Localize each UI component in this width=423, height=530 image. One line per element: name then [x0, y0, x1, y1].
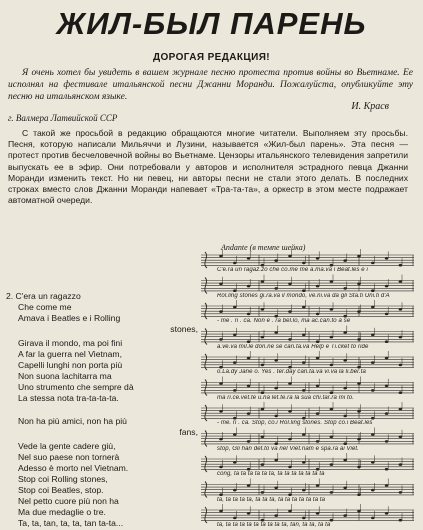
- score-lyric-line: ta, ta ta ta ta, ta ta ta, ta ta ta ta ta ta ta: [217, 496, 326, 503]
- note-head: [371, 389, 375, 392]
- editorial-intro: С такой же просьбой в редакцию обращаются многие читатели. Выполняем эту просьбы. Песня, которую написали Мильяччи и Лузини, называется «Жил-был парень». Эта песня — протест против бесчеловечной войны во Вьетнаме. Цензоры итальянского телевидения запретили выпускать ее в эфир. Они потребовали у авторов и исполнителя эстрадного певца Джанни Моранди изменить текст. Но ни певец, ни авторы песни не стали этого делать. В последних строках вместо слов Джанни Моранди напевает «Тра-та-та», а оркестр в этом месте подражает автоматной очереди.: [8, 128, 408, 206]
- note-head: [316, 385, 320, 388]
- note-head: [357, 410, 361, 413]
- note-head: [247, 385, 251, 388]
- note-head: [316, 412, 320, 415]
- note-head: [371, 461, 375, 464]
- reader-letter: Я очень хотел бы увидеть в вашем журнале песню протеста против войны во Вьетнаме. Ее исполнял на фестивале итальянской песни Джанни Моранди. Пожалуйста, опубликуйте эту песню на итальянском языке.: [8, 68, 413, 102]
- score-lyric-line: ma ri.ce.vet.te u.na let.te.ra la sua chi.tar.ra mi to.: [217, 394, 354, 401]
- lyric-line: Adesso è morto nel Vietnam.: [18, 463, 129, 473]
- note-head: [288, 338, 292, 341]
- staff: [201, 326, 414, 345]
- lyric-line: Stop coi Beatles, stop.: [18, 485, 104, 495]
- staff: [201, 402, 414, 421]
- staff: [201, 300, 414, 319]
- letter-signature: И. Красв: [351, 101, 389, 112]
- note-head: [274, 259, 278, 262]
- note-head: [385, 484, 389, 487]
- letter-place: г. Валмера Латвийской ССР: [8, 113, 118, 123]
- note-head: [371, 489, 375, 492]
- note-head: [219, 338, 223, 341]
- note-head: [316, 512, 320, 515]
- note-head: [316, 357, 320, 360]
- editorial-greeting: ДОРОГАЯ РЕДАКЦИЯ!: [152, 52, 271, 63]
- note-head: [399, 308, 403, 311]
- note-head: [343, 259, 347, 262]
- score-lyric-line: a.ve.va mil.le don.ne se can.ta.va Help e Ti.cket to ride: [217, 343, 369, 350]
- note-head: [330, 364, 334, 367]
- note-head: [330, 408, 334, 411]
- note-head: [219, 410, 223, 413]
- note-head: [385, 257, 389, 260]
- note-head: [261, 308, 265, 311]
- note-head: [302, 461, 306, 464]
- note-head: [385, 440, 389, 443]
- note-head: [233, 306, 237, 309]
- note-head: [247, 440, 251, 443]
- score-lyric-line: Rol.ling stones gi.ra.va il mondo, ve.ni.va da gli Sta.ti Uni.ti d'A: [217, 292, 390, 299]
- note-head: [288, 255, 292, 258]
- staff-lines: [199, 243, 417, 528]
- lyric-line: A far la guerra nel Vietnam,: [18, 349, 122, 359]
- note-head: [274, 287, 278, 290]
- note-head: [399, 280, 403, 283]
- note-head: [247, 357, 251, 360]
- note-head: [274, 331, 278, 334]
- staff: [201, 249, 414, 268]
- note-head: [357, 382, 361, 385]
- score-lyric-line: ta, ta ta ta ta ta ta ta ta ta, tan, ta ta, ta ta: [217, 522, 331, 528]
- note-head: [357, 438, 361, 441]
- note-head: [247, 484, 251, 487]
- note-head: [219, 510, 223, 513]
- note-head: [302, 334, 306, 337]
- lyric-line: Ma due medaglie o tre.: [18, 507, 106, 517]
- note-head: [385, 512, 389, 515]
- note-head: [261, 280, 265, 283]
- lyric-line: Capelli lunghi non porta più: [18, 360, 123, 370]
- note-head: [233, 262, 237, 265]
- note-head: [261, 491, 265, 494]
- note-head: [302, 489, 306, 492]
- note-head: [385, 385, 389, 388]
- note-head: [219, 382, 223, 385]
- note-head: [357, 510, 361, 513]
- lyric-line: fans,: [179, 427, 198, 437]
- note-head: [330, 491, 334, 494]
- lyric-line: Non ha più amici, non ha più: [18, 416, 127, 426]
- score-lyric-line: stop, Gli han det.to va nel Viet.nam e spa.ra ai Viet.: [217, 445, 359, 452]
- lyric-line: Non suona lachitarra ma: [18, 371, 112, 381]
- lyric-line: La stessa nota tra-ta-ta-ta.: [18, 393, 119, 403]
- note-head: [261, 436, 265, 439]
- note-head: [399, 408, 403, 411]
- note-head: [343, 359, 347, 362]
- note-head: [288, 466, 292, 469]
- note-head: [343, 415, 347, 418]
- score-lyric-line: C'e.ra un ragaz.zo che co.me me a.ma.va i Beat.les e i: [217, 267, 368, 273]
- lyric-line: stones,: [170, 324, 198, 334]
- lyric-line: Stop coi Rolling stones,: [18, 474, 108, 484]
- note-head: [219, 438, 223, 441]
- note-head: [371, 262, 375, 265]
- note-head: [357, 255, 361, 258]
- note-head: [330, 463, 334, 466]
- note-head: [288, 410, 292, 413]
- note-head: [343, 514, 347, 517]
- note-head: [343, 487, 347, 490]
- note-head: [316, 257, 320, 260]
- note-head: [274, 459, 278, 462]
- note-head: [357, 310, 361, 313]
- note-head: [343, 387, 347, 390]
- lyric-line: Vede la gente cadere giù,: [18, 441, 116, 451]
- note-head: [330, 280, 334, 283]
- note-head: [399, 364, 403, 367]
- note-head: [357, 338, 361, 341]
- note-head: [302, 306, 306, 309]
- note-head: [261, 463, 265, 466]
- note-head: [357, 466, 361, 469]
- lyric-line: Girava il mondo, ma poi fini: [18, 338, 123, 348]
- note-head: [316, 484, 320, 487]
- note-head: [247, 285, 251, 288]
- note-head: [233, 334, 237, 337]
- note-head: [288, 310, 292, 313]
- note-head: [233, 489, 237, 492]
- note-head: [385, 412, 389, 415]
- note-head: [233, 361, 237, 364]
- lyric-line: 2. C'era un ragazzo: [6, 291, 81, 301]
- score-lyric-line: - me. ri . ca. Stop, co.i Rol.ling stones. Stop co.i Beat.les: [217, 420, 373, 426]
- lyric-line: Ta, ta, tan, ta, ta, tan ta-ta...: [18, 518, 124, 528]
- note-head: [371, 334, 375, 337]
- staff: [201, 504, 414, 523]
- note-head: [371, 306, 375, 309]
- note-head: [288, 438, 292, 441]
- note-head: [247, 412, 251, 415]
- note-head: [330, 436, 334, 439]
- note-head: [302, 433, 306, 436]
- note-head: [274, 387, 278, 390]
- lyric-line: Nel petto cuore più non ha: [18, 496, 119, 506]
- note-head: [247, 512, 251, 515]
- lyric-line: Uno strumento che sempre dà: [18, 382, 134, 392]
- note-head: [399, 336, 403, 339]
- note-head: [219, 310, 223, 313]
- note-head: [233, 389, 237, 392]
- lyric-line: Nel suo paese non tornerà: [18, 452, 120, 462]
- note-head: [288, 510, 292, 513]
- song-title: ЖИЛ-БЫЛ ПАРЕНЬ: [56, 6, 367, 41]
- note-head: [233, 517, 237, 520]
- note-head: [302, 262, 306, 265]
- lyric-line: Amava i Beatles e i Rolling: [18, 313, 121, 323]
- staff: [201, 351, 414, 370]
- note-head: [233, 433, 237, 436]
- note-head: [274, 514, 278, 517]
- score-lyric-line: o.La.dy Jane o. Yes . ter.day can.ta.va vi.va la li.ber.ta: [217, 369, 366, 375]
- note-head: [399, 436, 403, 439]
- note-head: [219, 255, 223, 258]
- tempo-marking: Andante (в темпе шейка): [221, 243, 306, 252]
- note-head: [343, 459, 347, 462]
- staff: [201, 428, 414, 447]
- note-head: [343, 331, 347, 334]
- note-head: [302, 389, 306, 392]
- note-head: [274, 487, 278, 490]
- staff: [201, 479, 414, 498]
- note-head: [288, 382, 292, 385]
- note-head: [261, 336, 265, 339]
- note-head: [247, 257, 251, 260]
- note-head: [385, 285, 389, 288]
- note-head: [399, 463, 403, 466]
- score-lyric-line: cong, ta ta ta ta ta ta, ta ta ta ta ta ta ta: [217, 471, 325, 477]
- note-head: [316, 440, 320, 443]
- note-head: [247, 313, 251, 316]
- note-head: [302, 361, 306, 364]
- note-head: [233, 461, 237, 464]
- note-head: [343, 287, 347, 290]
- music-score: [199, 243, 417, 528]
- note-head: [371, 517, 375, 520]
- staff: [201, 453, 414, 472]
- note-head: [302, 517, 306, 520]
- note-head: [219, 283, 223, 286]
- note-head: [316, 285, 320, 288]
- note-head: [357, 283, 361, 286]
- note-head: [288, 283, 292, 286]
- note-head: [385, 313, 389, 316]
- note-head: [316, 313, 320, 316]
- note-head: [330, 308, 334, 311]
- note-head: [274, 359, 278, 362]
- note-head: [330, 336, 334, 339]
- note-head: [219, 466, 223, 469]
- lyric-line: Che come me: [18, 302, 72, 312]
- note-head: [371, 361, 375, 364]
- staff: [201, 377, 414, 396]
- note-head: [385, 357, 389, 360]
- note-head: [371, 433, 375, 436]
- note-head: [261, 408, 265, 411]
- note-head: [274, 415, 278, 418]
- score-lyric-line: - me . ri . ca. Non e . ra bel.lo, ma ac.can.to a se: [217, 318, 351, 324]
- note-head: [399, 491, 403, 494]
- note-head: [261, 364, 265, 367]
- staff: [201, 275, 414, 294]
